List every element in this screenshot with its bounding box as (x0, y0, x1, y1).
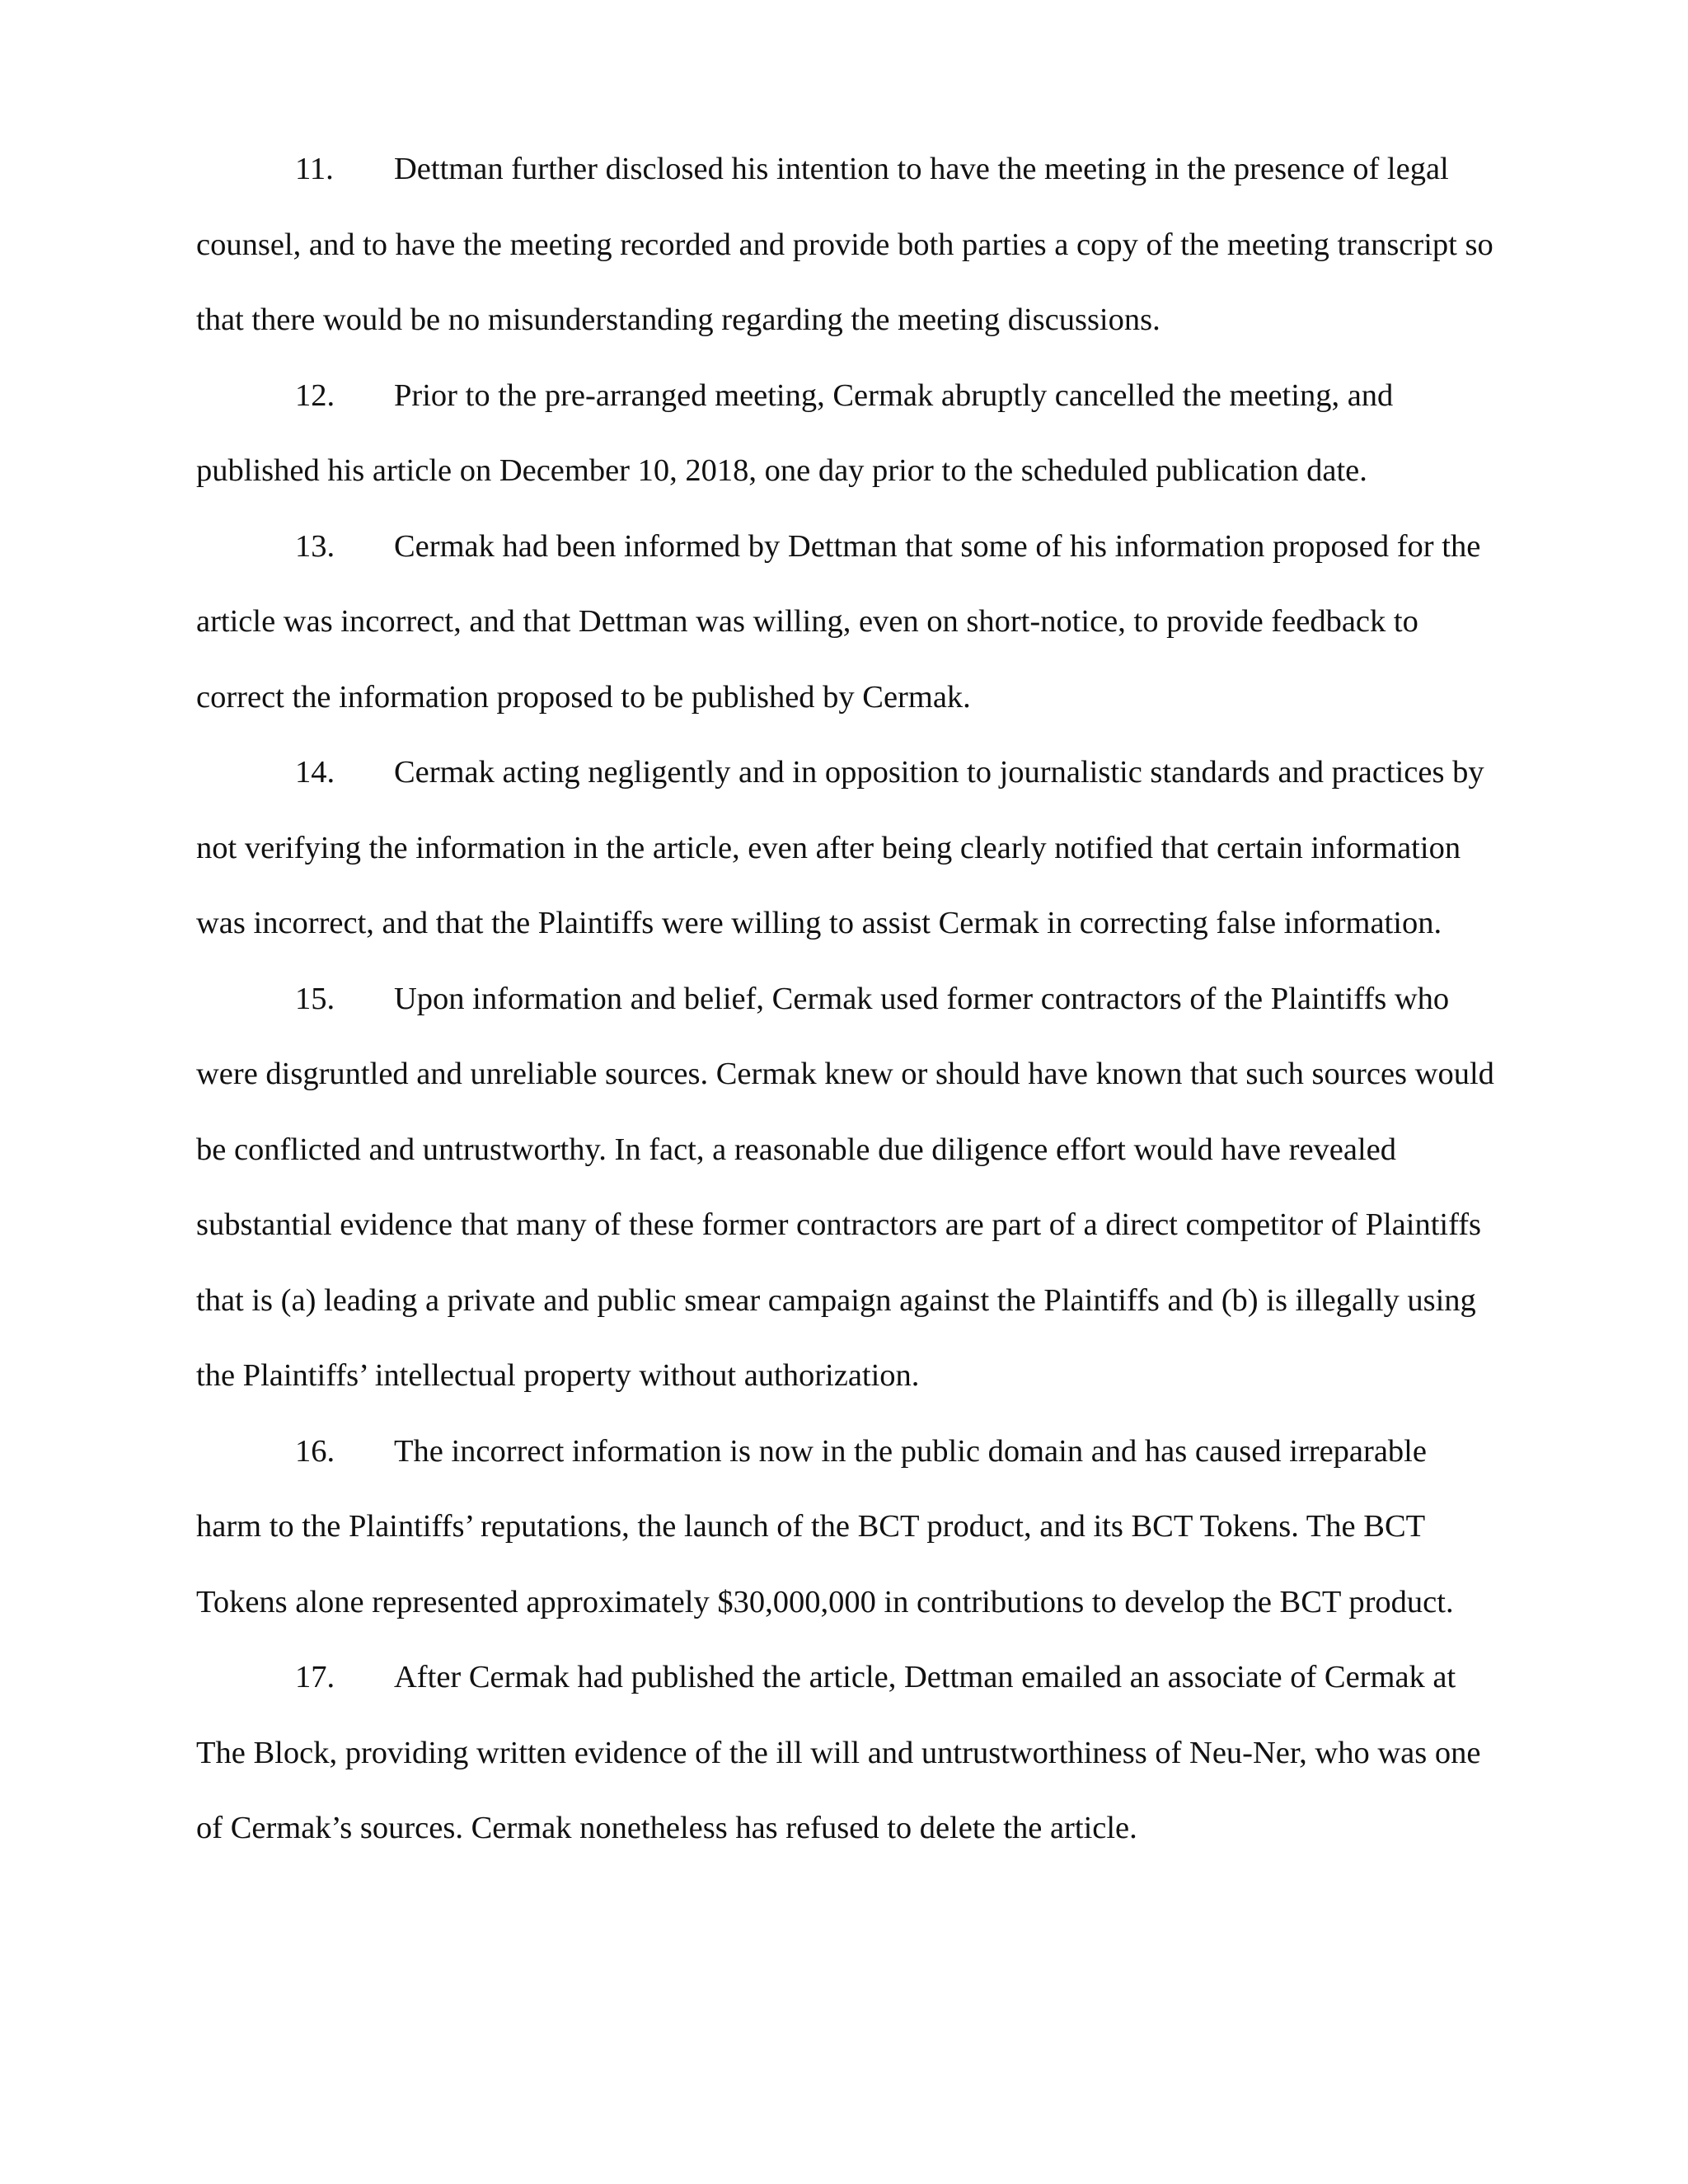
paragraph-number: 14. (295, 755, 335, 790)
paragraph-14 (196, 735, 1498, 962)
paragraph-number: 12. (295, 377, 335, 413)
paragraph-13 (196, 509, 1498, 736)
paragraph-15 (196, 962, 1498, 1414)
paragraph-number: 11. (295, 152, 334, 186)
paragraph-text: Cermak had been informed by Dettman that some of his information proposed for the article was incorrect, and that Dettman was willing, even on short-notice, to provide feedback to correct the information proposed to be published by Cermak. (196, 528, 1481, 715)
paragraph-number: 17. (295, 1660, 335, 1694)
paragraph-text: Prior to the pre-arranged meeting, Cermak abruptly cancelled the meeting, and published his article on December 10, 2018, one day prior to the scheduled publication date. (196, 377, 1394, 488)
paragraph-text: The incorrect information is now in the public domain and has caused irreparable harm to the Plaintiffs’ reputations, the launch of the BCT product, and its BCT Tokens. The BCT Tokens alone represented approximately $30,000,000 in contributions to develop the BCT product. (196, 1433, 1454, 1619)
paragraph-number: 13. (295, 528, 335, 564)
paragraph-text: Cermak acting negligently and in opposition to journalistic standards and practices by not verifying the information in the article, even after being clearly notified that certain information was incorrect, and that the Plaintiffs were willing to assist Cermak in correcting false information. (196, 755, 1484, 940)
paragraph-number: 15. (295, 981, 335, 1016)
paragraph-16 (196, 1414, 1498, 1641)
document-body (196, 132, 1498, 1867)
paragraph-number: 16. (295, 1433, 335, 1469)
paragraph-text: After Cermak had published the article, Dettman emailed an associate of Cermak at The Block, providing written evidence of the ill will and untrustworthiness of Neu-Ner, who was one of Cermak’s sources. Cermak nonetheless has refused to delete the article. (196, 1660, 1481, 1845)
paragraph-11 (196, 132, 1498, 359)
paragraph-17 (196, 1640, 1498, 1867)
paragraph-text: Upon information and belief, Cermak used former contractors of the Plaintiffs who were disgruntled and unreliable sources. Cermak knew or should have known that such sources would be conflicted and untrustworthy. In fact, a reasonable due diligence effort would have revealed substantial evidence that many of these former contractors are part of a direct competitor of Plaintiffs that is (a) leading a private and public smear campaign against the Plaintiffs and (b) is illegally using the Plaintiffs’ intellectual property without authorization. (196, 981, 1494, 1393)
paragraph-12 (196, 359, 1498, 509)
paragraph-text: Dettman further disclosed his intention to have the meeting in the presence of legal counsel, and to have the meeting recorded and provide both parties a copy of the meeting transcript so that there would be no misunderstanding regarding the meeting discussions. (196, 152, 1493, 337)
